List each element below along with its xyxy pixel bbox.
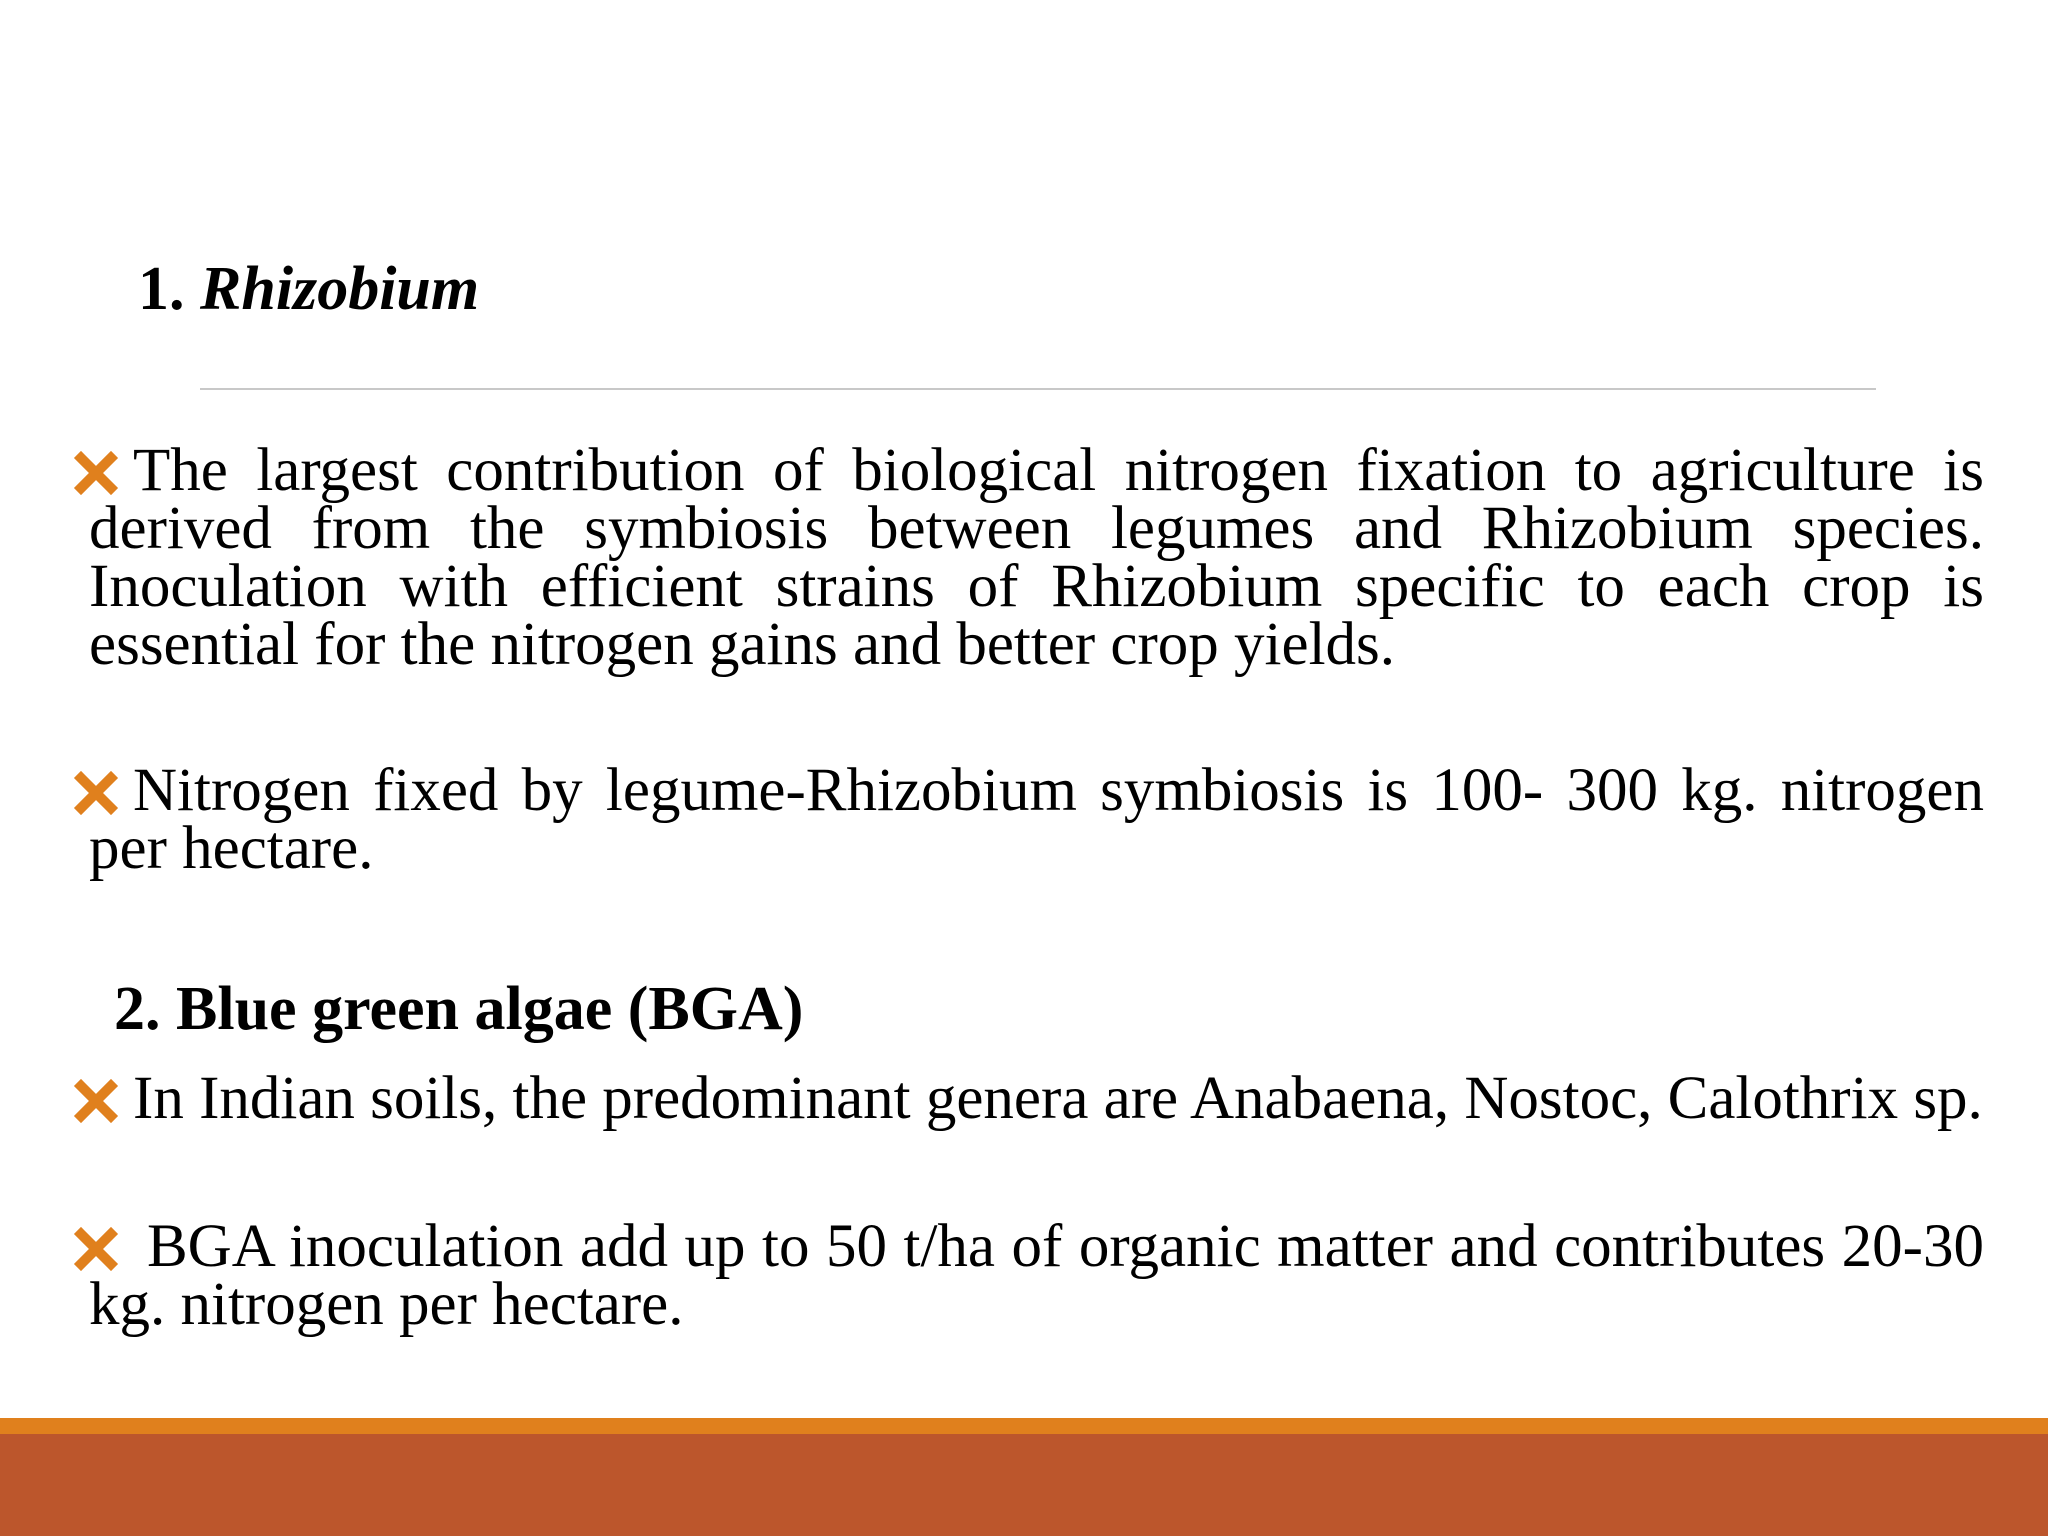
x-mark-icon (73, 770, 119, 816)
section-1-heading (138, 255, 480, 323)
bullet-text: BGA inoculation add up to 50 t/ha of organic matter and contributes 20-30 kg. nitrogen per hectare. (89, 1213, 1984, 1338)
section-1-number: 1. (138, 255, 185, 323)
bullet-text: Nitrogen fixed by legume-Rhizobium symbiosis is 100- 300 kg. nitrogen per hectare. (89, 757, 1984, 882)
section-2-heading: 2. Blue green algae (BGA) (114, 975, 804, 1043)
x-mark-icon (73, 1078, 119, 1124)
list-item (89, 757, 1984, 882)
section-1-title: Rhizobium (200, 255, 480, 323)
footer-band (0, 1434, 2048, 1536)
list-item (89, 437, 1984, 678)
bullet-text: In Indian soils, the predominant genera are Anabaena, Nostoc, Calothrix sp. (133, 1065, 1983, 1132)
list-item (89, 1213, 1984, 1338)
bullet-text: The largest contribution of biological nitrogen fixation to agriculture is derived from the symbiosis between legumes and Rhizobium species. Inoculation with efficient strains of Rhizobium specific to each crop is essential for the nitrogen gains and better crop yields. (89, 437, 1984, 678)
x-mark-icon (73, 1226, 119, 1272)
footer-accent-line (0, 1418, 2048, 1434)
heading-divider (200, 388, 1876, 390)
x-mark-icon (73, 450, 119, 496)
list-item (89, 1065, 1984, 1132)
